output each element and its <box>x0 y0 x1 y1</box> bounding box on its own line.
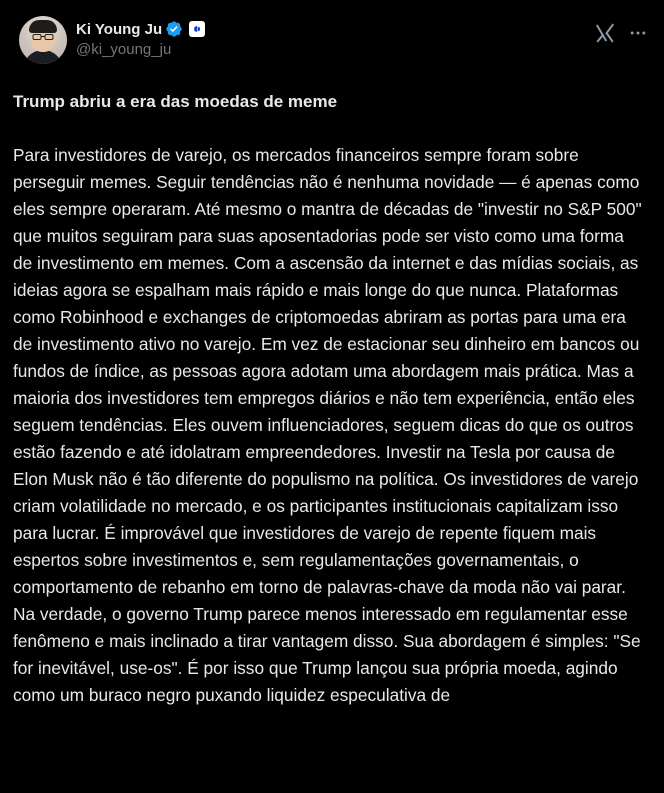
verified-badge-icon[interactable] <box>165 20 183 38</box>
affiliate-logo-icon <box>191 23 203 35</box>
post-title: Trump abriu a era das moedas de meme <box>13 92 338 111</box>
avatar-hair <box>29 20 57 33</box>
avatar[interactable] <box>19 16 67 64</box>
header-actions <box>594 22 648 44</box>
post-header <box>19 16 648 66</box>
more-options-icon[interactable] <box>628 23 648 43</box>
author-handle[interactable]: @ki_young_ju <box>76 41 172 58</box>
name-row <box>76 18 205 40</box>
author-display-name[interactable]: Ki Young Ju <box>76 20 163 38</box>
grok-icon[interactable] <box>594 22 616 44</box>
post-body: Para investidores de varejo, os mercados financeiros sempre foram sobre perseguir memes. Seguir tendências não é nenhuma novidade — é apenas como eles sempre operaram. Até mesmo o mantra de décadas de "investir no S&P 500" que muitos seguiram para suas aposentadorias pode ser visto como uma forma de investimento em memes. Com a ascensão da internet e das mídias sociais, as ideias agora se espalham mais rápido e mais longe do que nunca. Plataformas como Robinhood e exchanges de criptomoedas abriram as portas para uma era de investimento ativo no varejo. Em vez de estacionar seu dinheiro em bancos ou fundos de índice, as pessoas agora adotam uma abordagem mais prática. Mas a maioria dos investidores tem empregos diários e não tem experiência, então eles seguem tendências. Eles ouvem influenciadores, seguem dicas do que os outros estão fazendo e até idolatram empreendedores. Investir na Tesla por causa de Elon Musk não é tão diferente do populismo na política. Os investidores de varejo criam volatilidade no mercado, e os participantes institucionais capitalizam isso para lucrar. É improvável que investidores de varejo de repente fiquem mais espertos sobre investimentos e, sem regulamentações governamentais, o comportamento de rebanho em torno de palavras-chave da moda não vai parar. Na verdade, o governo Trump parece menos interessado em regulamentar esse fenômeno e mais inclinado a tirar vantagem disso. Sua abordagem é simples: "Se for inevitável, use-os". É por isso que Trump lançou sua própria moeda, agindo como um buraco negro puxando liquidez especulativa de <box>13 145 642 705</box>
author-identity <box>76 18 205 58</box>
post-content <box>13 88 653 709</box>
avatar-body <box>23 50 63 64</box>
avatar-glasses <box>32 34 54 40</box>
affiliate-badge-icon[interactable] <box>189 21 205 37</box>
